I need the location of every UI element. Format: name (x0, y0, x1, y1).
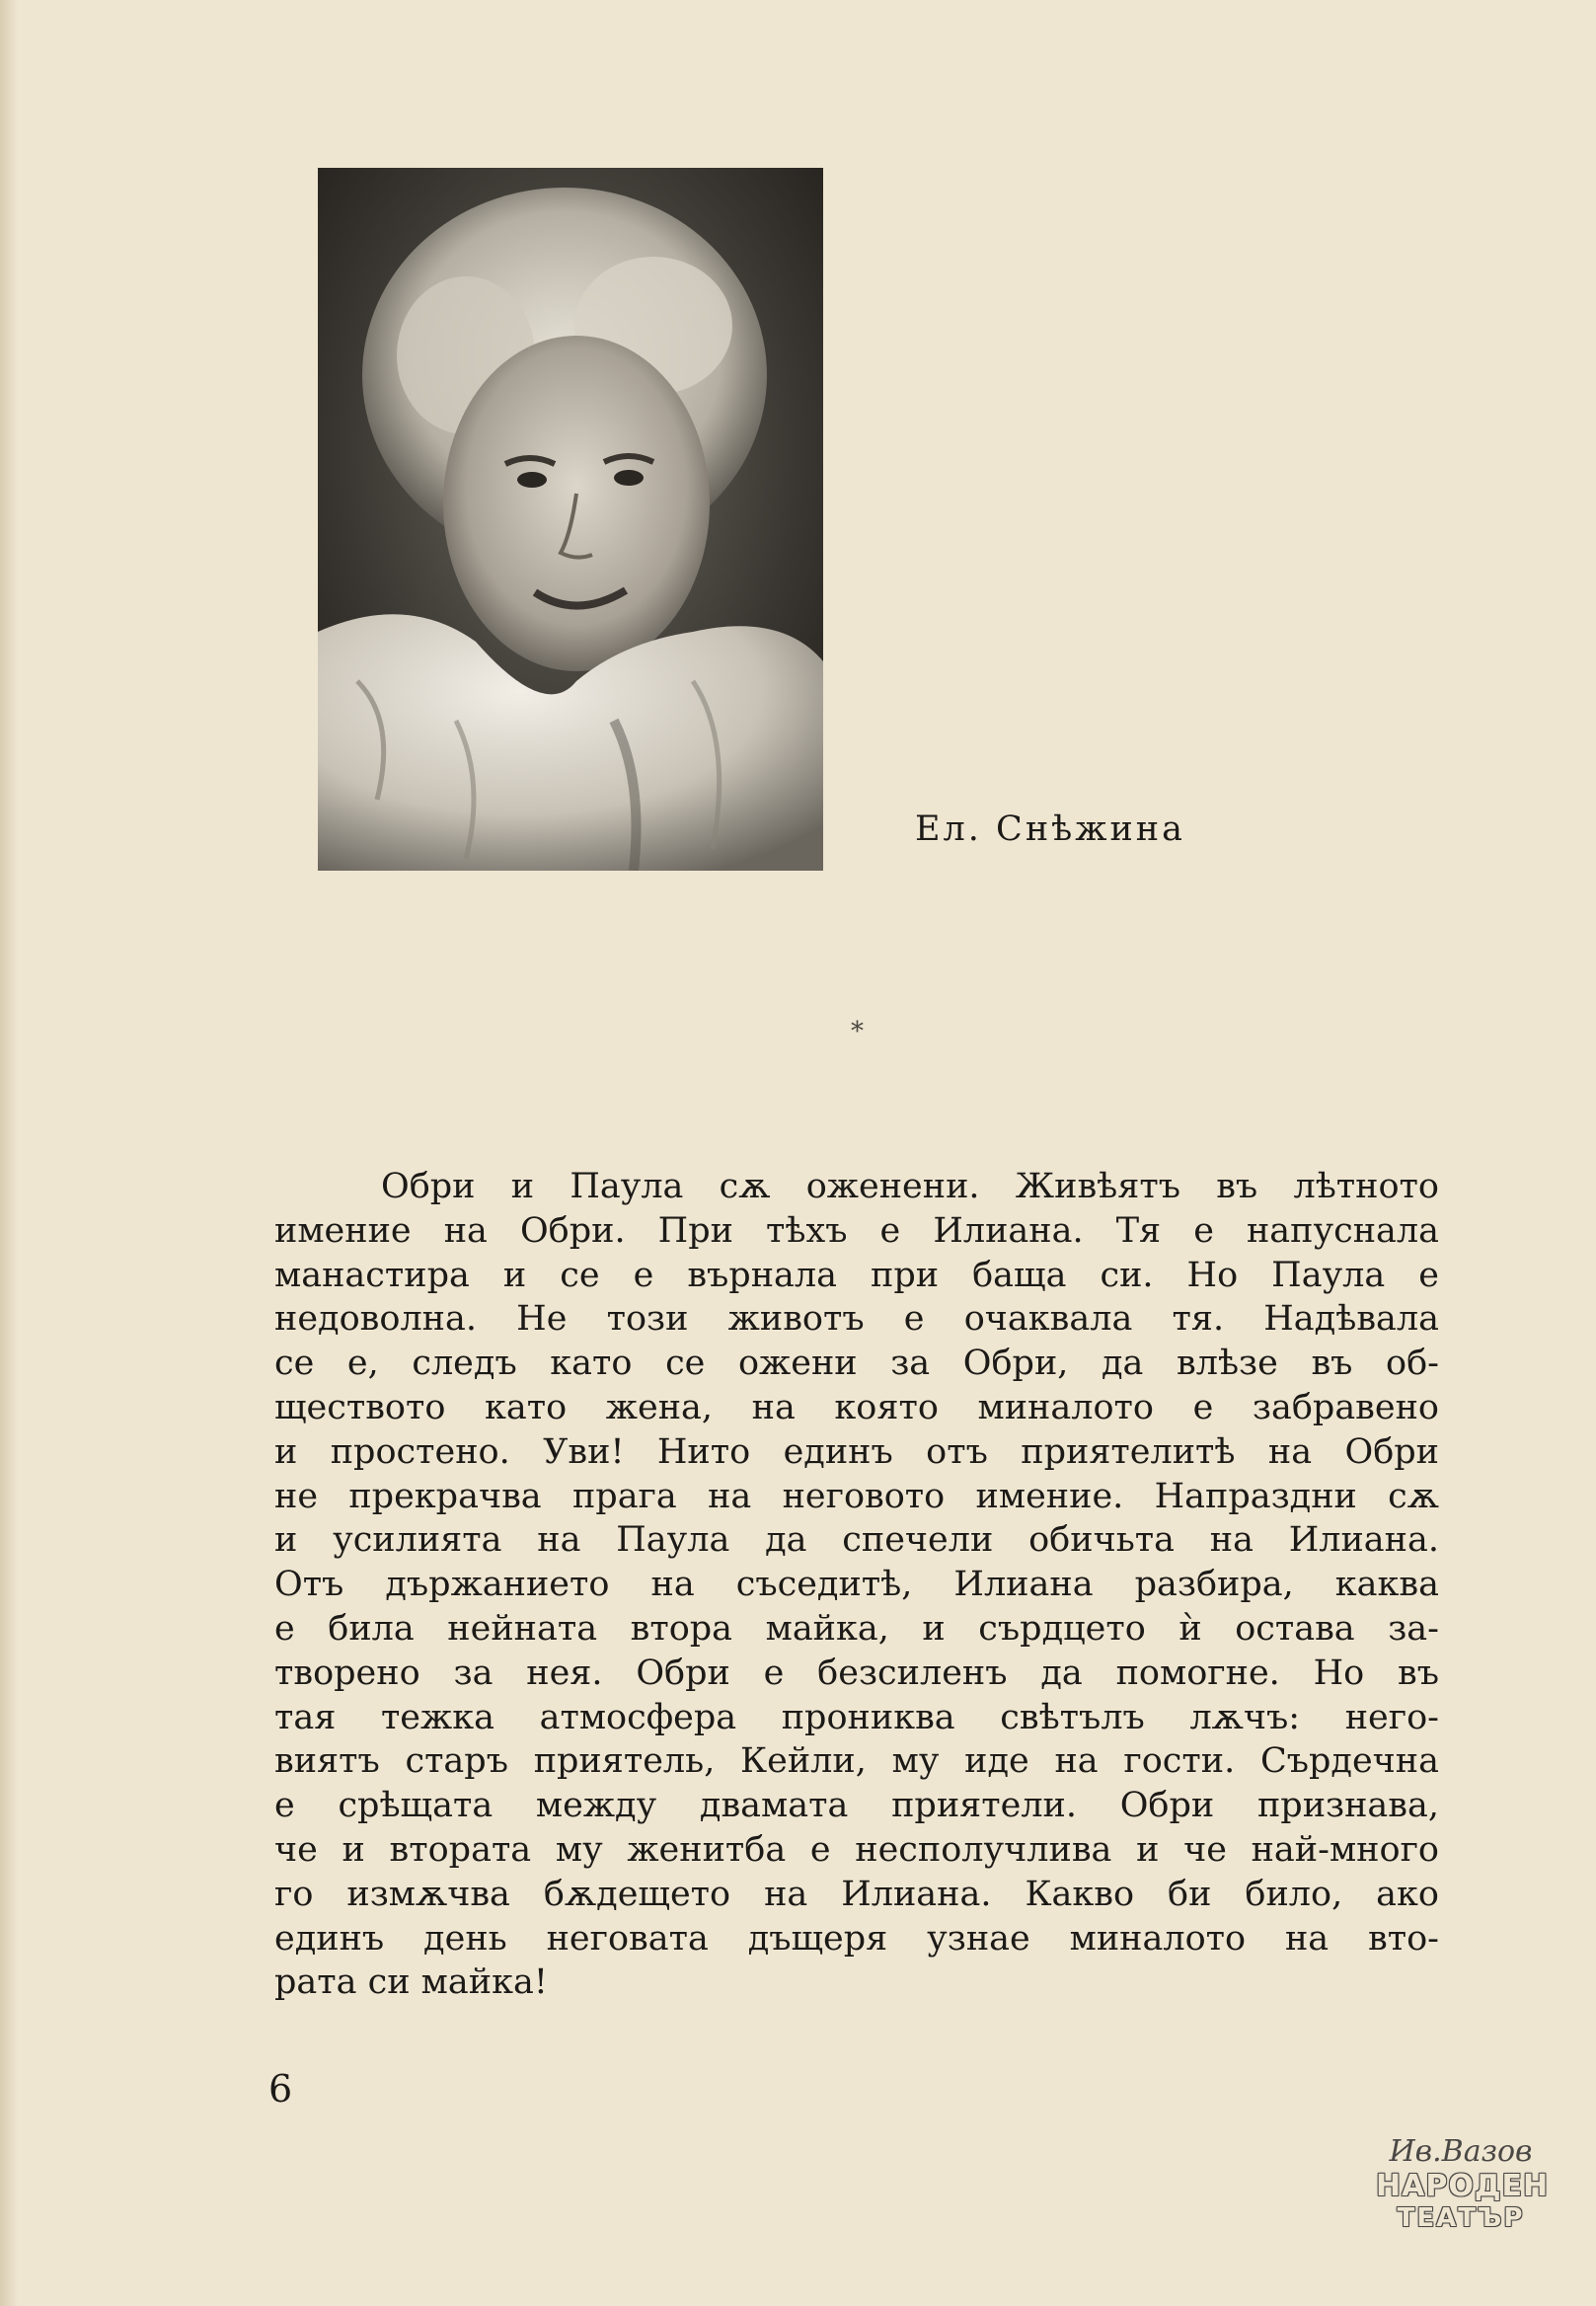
synopsis-line: се е, следъ като се ожени за Обри, да влѣзе въ об- (274, 1344, 1439, 1384)
synopsis-line: недоволна. Не този животъ е очаквала тя. Надѣвала (274, 1299, 1439, 1340)
page-edge (0, 0, 18, 2306)
synopsis-line: е била нейната втора майка, и сърдцето ѝ остава за- (274, 1608, 1439, 1649)
synopsis-line: манастира и се е върнала при баща си. Но Паула е (274, 1255, 1439, 1295)
stamp-line-2: ТЕАТЪР (1397, 2203, 1525, 2233)
stamp-signature: Ив.Вазов (1389, 2134, 1533, 2169)
synopsis-line: не прекрачва прага на неговото имение. Напраздни сѫ (274, 1476, 1439, 1516)
page-number: 6 (268, 2067, 293, 2111)
portrait-photo (318, 168, 823, 871)
synopsis-line: че и втората му женитба е несполучлива и че най-много (274, 1829, 1439, 1870)
synopsis-line: Обри и Паула сѫ оженени. Живѣятъ въ лѣтното (381, 1167, 1439, 1206)
synopsis-line: виятъ старъ приятель, Кейли, му иде на гости. Сърдечна (274, 1741, 1439, 1782)
synopsis-line: рата си майка! (274, 1962, 548, 2003)
synopsis-line: тая тежка атмосфера прониква свѣтълъ лѫчъ: него- (274, 1697, 1439, 1737)
library-stamp (1376, 2134, 1550, 2268)
synopsis-line: е срѣщата между двамата приятели. Обри признава, (274, 1786, 1439, 1826)
synopsis-line: творено за нея. Обри е безсиленъ да помогне. Но въ (274, 1653, 1439, 1693)
synopsis-line: единъ день неговата дъщеря узнае миналото на вто- (274, 1918, 1439, 1959)
stamp-line-1: НАРОДЕН (1376, 2169, 1550, 2203)
synopsis-paragraph (274, 1165, 1439, 2005)
photo-caption: Ел. Снѣжина (915, 809, 1185, 849)
synopsis-line: Отъ държанието на съседитѣ, Илиана разбира, каква (274, 1565, 1439, 1605)
section-separator: * (851, 1017, 864, 1046)
synopsis-line: го измѫчва бѫдещето на Илиана. Какво би било, ако (274, 1874, 1439, 1914)
synopsis-line: имение на Обри. При тѣхъ е Илиана. Тя е напуснала (274, 1210, 1439, 1251)
synopsis-line: и усилията на Паула да спечели обичьта на Илиана. (274, 1520, 1439, 1561)
portrait-image (318, 168, 823, 871)
synopsis-line: ществото като жена, на която миналото е забравено (274, 1387, 1439, 1427)
synopsis-line: и простено. Уви! Нито единъ отъ приятелитѣ на Обри (274, 1431, 1439, 1472)
